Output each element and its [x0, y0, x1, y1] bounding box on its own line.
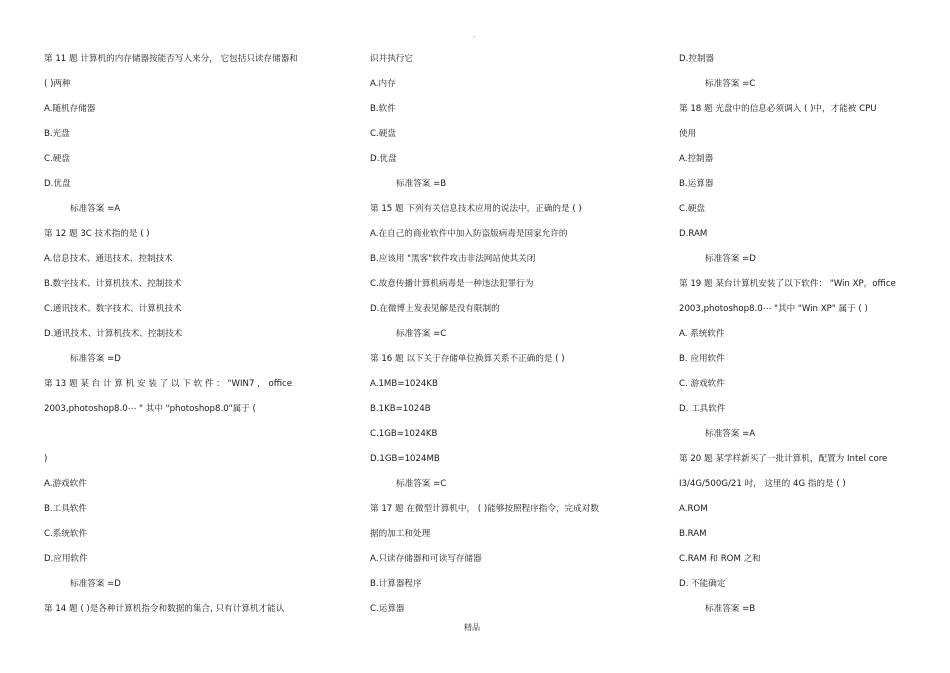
option-line: D.在微博上发表见解是没有限制的: [370, 304, 500, 314]
option-line: D.RAM: [679, 229, 708, 239]
question-line: 第 20 题 某学样新买了一批计算机，配置为 Intel core: [679, 454, 888, 464]
question-line: 第 14 题 ( )是各种计算机指令和数据的集合, 只有计算机才能认: [44, 604, 285, 614]
option-line: C.系统软件: [44, 529, 88, 539]
option-line: B.1KB=1024B: [370, 404, 431, 414]
answer-line: 标准答案 =A: [705, 429, 756, 439]
option-line: C.通讯技术、数字技术、计算机技术: [44, 304, 182, 314]
answer-line: 标准答案 =D: [70, 354, 121, 364]
text-line: I3/4G/500G/21 吋， 这里的 4G 指的是 ( ): [679, 479, 846, 489]
question-line: 第 19 题 某台计算机安装了以下软件： "Win XP，office: [679, 279, 896, 289]
option-line: A.随机存储器: [44, 104, 96, 114]
option-line: C.硬盘: [679, 204, 705, 214]
option-line: B.工具软件: [44, 504, 88, 514]
option-line: A.信息技术、通迅技术、控制技术: [44, 254, 173, 264]
question-line: 第 17 题 在微型计算机中， ( )能够按照程序指令，完成对数: [370, 504, 599, 514]
blank-line: [44, 424, 329, 449]
option-line: A.控制器: [679, 154, 714, 164]
option-line: A.在自己的商业软件中加入防盗版病毒是国家允许的: [370, 229, 568, 239]
option-line: A. 系统软件: [679, 329, 725, 339]
text-line: 据的加工和处理: [370, 529, 431, 539]
option-line: B.应该用 "黑客"软件攻击非法网站使其关闭: [370, 254, 536, 264]
answer-line: 标准答案 =C: [396, 479, 447, 489]
option-line: C.运算器: [370, 604, 405, 614]
page-footer: 精品: [464, 623, 480, 632]
option-line: D.通讯技术、计算机技术、控制技术: [44, 329, 183, 339]
option-line: A.1MB=1024KB: [370, 379, 438, 389]
option-line: C.RAM 和 ROM 之和: [679, 554, 761, 564]
option-line: D.优盘: [44, 179, 71, 189]
answer-line: 标准答案 =C: [396, 329, 447, 339]
option-line: C. 游戏软件: [679, 379, 725, 389]
text-line: ): [44, 454, 48, 464]
option-line: B.计算器程序: [370, 579, 422, 589]
option-line: A.游戏软件: [44, 479, 87, 489]
option-line: B.运算器: [679, 179, 714, 189]
option-line: B.光盘: [44, 129, 70, 139]
question-line: 第 16 题 以下关于存储单位换算关系不正确的是 ( ): [370, 354, 565, 364]
option-line: D.控制器: [679, 54, 715, 64]
option-line: B.RAM: [679, 529, 707, 539]
option-line: B.数字技术、计算机技术、控制技术: [44, 279, 182, 289]
question-line: 第 18 题 光盘中的信息必须调入 ( )中，才能被 CPU: [679, 104, 877, 114]
option-line: B. 应用软件: [679, 354, 725, 364]
header-mark: -: [473, 33, 476, 41]
option-line: D.1GB=1024MB: [370, 454, 440, 464]
option-line: C.1GB=1024KB: [370, 429, 438, 439]
option-line: D.应用软件: [44, 554, 88, 564]
text-line: 2003,photoshop8.0⋯ "其中 "Win XP" 属于 ( ): [679, 304, 868, 314]
answer-line: 标准答案 =D: [70, 579, 121, 589]
option-line: C.硬盘: [370, 129, 396, 139]
option-line: A.只读存储器和可读写存储器: [370, 554, 482, 564]
text-line: 使用: [679, 129, 697, 139]
option-line: D.优盘: [370, 154, 397, 164]
answer-line: 标准答案 =A: [70, 204, 121, 214]
option-line: D. 不能确定: [679, 579, 726, 589]
answer-line: 标准答案 =B: [396, 179, 447, 189]
option-line: C.硬盘: [44, 154, 70, 164]
answer-line: 标准答案 =C: [705, 79, 756, 89]
column-1: [44, 49, 329, 624]
column-2: [370, 49, 635, 624]
question-line: 第 15 题 下列有关信息技术应用的说法中，正确的是 ( ): [370, 204, 582, 214]
option-line: C.故意传播计算机病毒是一种违法犯罪行为: [370, 279, 534, 289]
answer-line: 标准答案 =B: [705, 604, 756, 614]
text-line: 第 11 题 计算机的内存储器按能否写入来分， 它包括只读存储器和: [44, 54, 298, 64]
column-3: [679, 49, 909, 624]
option-line: B.软件: [370, 104, 396, 114]
text-line: ( )两种: [44, 79, 71, 89]
answer-line: 标准答案 =D: [705, 254, 756, 264]
text-line: 识并执行它: [370, 54, 413, 64]
text-line: 2003,photoshop8.0⋯ " 其中 "photoshop8.0"属于 (: [44, 404, 256, 414]
question-line: 第 12 题 3C 技术指的是 ( ): [44, 229, 150, 239]
option-line: A.ROM: [679, 504, 708, 514]
option-line: A.内存: [370, 79, 396, 89]
option-line: D. 工具软件: [679, 404, 726, 414]
question-line: 第 13 题 某 台 计 算 机 安 装 了 以 下 软 件 ： "WIN7 ， office: [44, 379, 293, 389]
